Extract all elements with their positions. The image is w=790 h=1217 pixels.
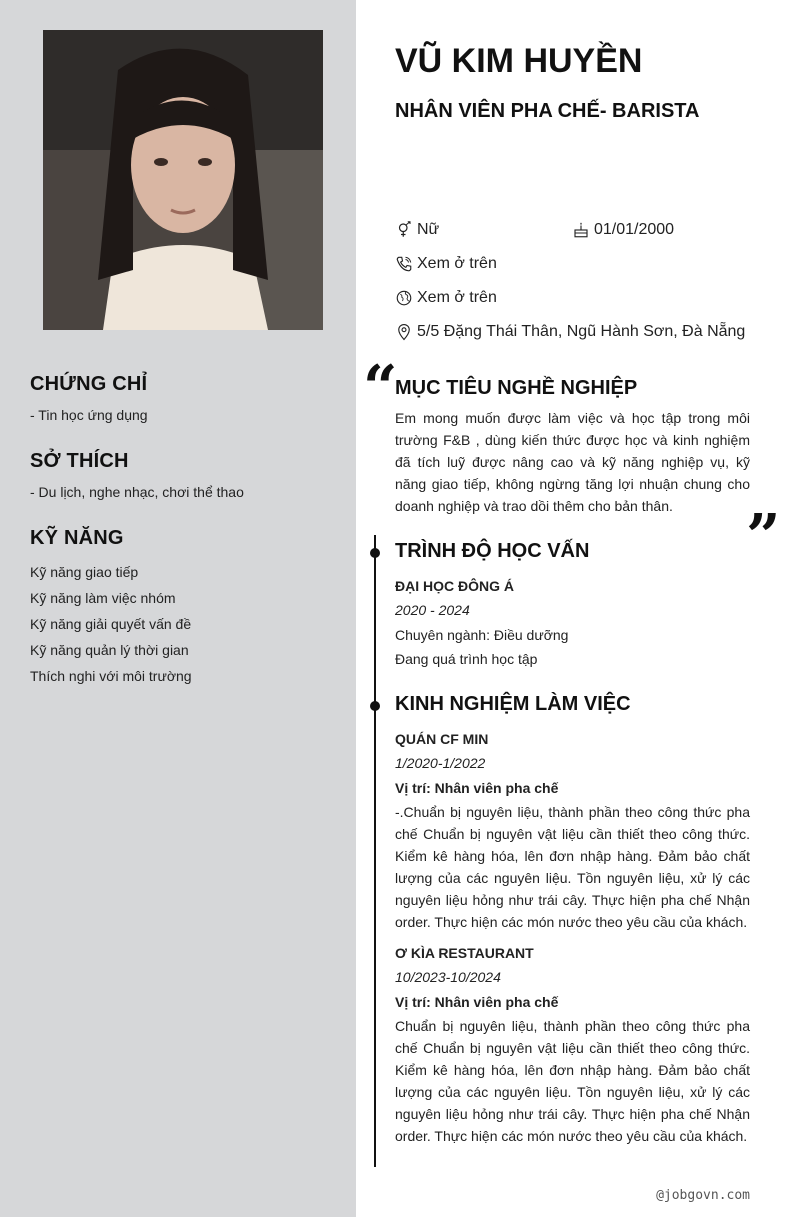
timeline-dot-education: [370, 548, 380, 558]
candidate-name: VŨ KIM HUYỀN: [395, 42, 643, 80]
timeline-dot-experience: [370, 701, 380, 711]
birthday-value: 01/01/2000: [594, 221, 675, 238]
job-position: Vị trí: Nhân viên pha chế: [395, 780, 559, 796]
job-description: Chuẩn bị nguyên liệu, thành phần theo công thức pha chế Chuẩn bị nguyên vật liệu cần thiết theo công thức. Kiểm kê hàng hóa, lên đơn nhập hàng. Đảm bảo chất lượng của các nguyên liệu. Tồn nguyên liệu, xử lý các nguyên liệu hỏng như trái cây. Thực hiện pha chế Nhận order. Thực hiện các món nước theo yêu cầu của khách.: [395, 1018, 750, 1144]
skill-item: Kỹ năng giải quyết vấn đề: [30, 616, 192, 632]
main-content: [356, 0, 790, 1217]
job-company: QUÁN CF MIN: [395, 731, 489, 747]
education-status: Đang quá trình học tập: [395, 651, 538, 667]
education-title: TRÌNH ĐỘ HỌC VẤN: [395, 540, 590, 562]
profile-photo-image: [43, 30, 323, 330]
skills-list: [30, 559, 330, 689]
website-row: [395, 289, 497, 307]
certificates-title: CHỨNG CHỈ: [30, 373, 148, 395]
address-value: 5/5 Đặng Thái Thân, Ngũ Hành Sơn, Đà Nẵng: [417, 323, 746, 340]
objective-title: MỤC TIÊU NGHỀ NGHIỆP: [395, 377, 638, 399]
skills-section: [30, 527, 330, 689]
globe-icon: [395, 289, 413, 307]
sidebar: [0, 0, 356, 1217]
quote-open-icon: “: [363, 353, 398, 423]
gender-row: [395, 221, 439, 239]
job-period: 1/2020-1/2022: [395, 755, 486, 771]
job-title: NHÂN VIÊN PHA CHẾ- BARISTA: [395, 100, 700, 122]
watermark: @jobgovn.com: [656, 1188, 750, 1203]
hobbies-title: SỞ THÍCH: [30, 450, 129, 472]
hobby-item: - Du lịch, nghe nhạc, chơi thể thao: [30, 484, 244, 500]
website-value: Xem ở trên: [417, 289, 497, 306]
cake-icon: [572, 221, 590, 239]
education-school: ĐẠI HỌC ĐÔNG Á: [395, 578, 514, 594]
certificates-section: [30, 373, 330, 423]
experience-title: KINH NGHIỆM LÀM VIỆC: [395, 693, 631, 715]
skills-title: KỸ NĂNG: [30, 527, 124, 549]
skill-item: Kỹ năng làm việc nhóm: [30, 590, 176, 606]
job-period: 10/2023-10/2024: [395, 969, 501, 985]
phone-value: Xem ở trên: [417, 255, 497, 272]
profile-photo: [43, 30, 323, 330]
skill-item: Thích nghi với môi trường: [30, 668, 192, 684]
map-pin-icon: [395, 323, 413, 341]
skill-item: Kỹ năng giao tiếp: [30, 564, 139, 580]
phone-row: [395, 255, 497, 273]
skill-item: Kỹ năng quản lý thời gian: [30, 642, 189, 658]
phone-icon: [395, 255, 413, 273]
quote-close-icon: ”: [746, 502, 781, 572]
timeline-line: [374, 535, 376, 1167]
education-major: Chuyên ngành: Điều dưỡng: [395, 627, 569, 643]
job-description: -.Chuẩn bị nguyên liệu, thành phần theo công thức pha chế Chuẩn bị nguyên vật liệu cần thiết theo công thức. Kiểm kê hàng hóa, lên đơn nhập hàng. Đảm bảo chất lượng của các nguyên liệu. Tồn nguyên liệu, xử lý các nguyên liệu hỏng như trái cây. Thực hiện pha chế Nhận order. Thực hiện các món nước theo yêu cầu của khách.: [395, 804, 750, 930]
objective-text: Em mong muốn được làm việc và học tập trong môi trường F&B , dùng kiến thức được học và kinh nghiệm đã tích luỹ được nâng cao và kỹ năng nghiệp vụ, kỹ năng giao tiếp, không ngừng tăng lợi nhuận chung cho doanh nghiệp và trao dồi thêm cho bản thân.: [395, 410, 750, 514]
address-row: [395, 323, 745, 341]
gender-icon: [395, 221, 413, 239]
job-position: Vị trí: Nhân viên pha chế: [395, 994, 559, 1010]
job-company: Ơ KÌA RESTAURANT: [395, 945, 534, 961]
birthday-row: [572, 221, 674, 239]
hobbies-section: [30, 450, 330, 500]
gender-value: Nữ: [417, 221, 440, 238]
education-period: 2020 - 2024: [395, 602, 470, 618]
certificate-item: - Tin học ứng dụng: [30, 407, 148, 423]
